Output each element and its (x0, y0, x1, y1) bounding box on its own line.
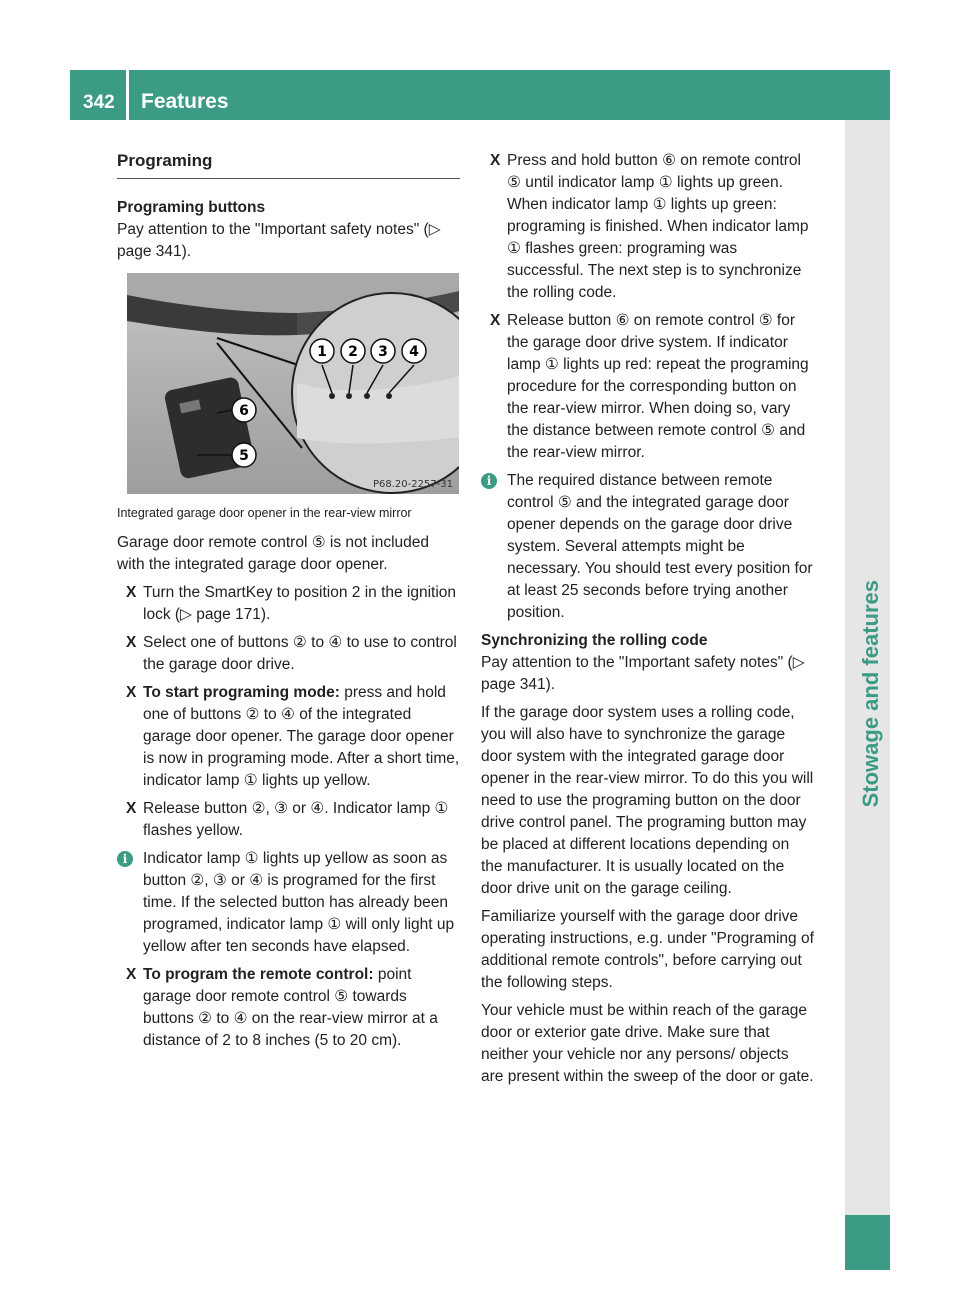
info-note-distance (481, 470, 814, 624)
callout-leader-top (217, 338, 307, 368)
header-bar (129, 70, 890, 120)
intro-paragraph: Pay attention to the "Important safety notes" (▷ page 341). (117, 221, 441, 260)
section-tab-marker (845, 1215, 890, 1270)
page-number: 342 (83, 92, 115, 113)
section-label: Stowage and features (858, 580, 883, 808)
paragraph-remote-not-included: Garage door remote control ⑤ is not included with the integrated garage door opener. (117, 534, 430, 573)
x-step-icon: X (126, 966, 137, 983)
info-icon: i (117, 851, 133, 867)
callout-label-6: 6 (239, 403, 249, 419)
x-step-icon: X (490, 152, 501, 169)
step-smartkey (117, 582, 460, 626)
step-text: Select one of buttons ② to ④ to use to control the garage door drive. (143, 634, 457, 673)
figure-id: P68.20-2257-31 (372, 479, 453, 490)
paragraph-rolling-code: If the garage door system uses a rolling code, you will also have to synchronize the garage door system with the integrated garage door opener in the rear-view mirror. To do this you will need to use the programing button on the door drive control panel. The programing button may be placed at different locations depending on the manufacturer. It is usually located on the door drive unit on the garage ceiling. (481, 704, 814, 897)
step-select-button (117, 632, 460, 676)
callout-label-2: 2 (348, 344, 358, 360)
step-text: point garage door remote control ⑤ towards buttons ② to ④ on the rear-view mirror at a distance of 2 to 8 inches (5 to 20 cm). (143, 966, 438, 1049)
button-3 (364, 393, 370, 399)
step-text: press and hold one of buttons ② to ④ of the integrated garage door opener. The garage door opener is now in programing mode. After a short time, indicator lamp ① lights up yellow. (143, 684, 460, 789)
x-step-icon: X (126, 684, 137, 701)
paragraph-familiarize: Familiarize yourself with the garage door drive operating instructions, e.g. under "Programing of additional remote controls", before carrying out the following steps. (481, 908, 814, 991)
callout-label-4: 4 (409, 344, 419, 360)
info-text: Indicator lamp ① lights up yellow as soon as button ②, ③ or ④ is programed for the first time. If the selected button has already been programed, indicator lamp ① will only light up yellow after ten seconds have elapsed. (143, 850, 455, 955)
step-release-button (117, 798, 460, 842)
step-release-6 (481, 310, 814, 464)
step-press-hold-6 (481, 150, 814, 304)
x-step-icon: X (490, 312, 501, 329)
paragraph-vehicle-reach: Your vehicle must be within reach of the garage door or exterior gate drive. Make sure that neither your vehicle nor any persons/ objects are present within the sweep of the door or gate. (481, 1002, 814, 1085)
page-number-box (70, 70, 126, 120)
step-start-programing (117, 682, 460, 792)
figure-caption: Integrated garage door opener in the rear-view mirror (117, 506, 412, 520)
section-sidebar (845, 120, 890, 1270)
info-note-indicator (117, 848, 460, 958)
step-text: Release button ②, ③ or ④. Indicator lamp ① flashes yellow. (143, 800, 449, 839)
callout-label-3: 3 (378, 344, 388, 360)
x-step-icon: X (126, 634, 137, 651)
left-column (117, 150, 460, 1058)
info-text: The required distance between remote control ⑤ and the integrated garage door opener depends on the garage door drive system. Several attempts might be necessary. You should test every position for at least 25 seconds before trying another position. (507, 472, 813, 621)
step-text: Release button ⑥ on remote control ⑤ for the garage door drive system. If indicator lamp ① lights up red: repeat the programing procedure for the corresponding button on the rear-view mirror. When doing so, vary the distance between remote control ⑤ and the rear-view mirror. (507, 312, 809, 461)
right-column (481, 150, 814, 1094)
step-bold-label: To program the remote control: (143, 966, 374, 983)
step-text: Turn the SmartKey to position 2 in the ignition lock (▷ page 171). (143, 584, 457, 623)
button-4 (386, 393, 392, 399)
step-text: Press and hold button ⑥ on remote control ⑤ until indicator lamp ① lights up green. When indicator lamp ① lights up green: programing is finished. When indicator lamp ① flashes green: programing was successful. The next step is to synchronize the rolling code. (507, 152, 809, 301)
button-2 (346, 393, 352, 399)
subheading-rolling-code: Synchronizing the rolling code (481, 632, 708, 649)
step-program-remote (117, 964, 460, 1052)
subheading-programing-buttons: Programing buttons (117, 199, 266, 216)
rear-view-mirror-figure (127, 273, 459, 494)
callout-label-1: 1 (317, 344, 327, 360)
section-heading: Programing (117, 150, 460, 179)
info-icon: i (481, 473, 497, 489)
page-title: Features (141, 90, 229, 113)
callout-label-5: 5 (239, 448, 249, 464)
step-bold-label: To start programing mode: (143, 684, 340, 701)
indicator-lamp (329, 393, 335, 399)
x-step-icon: X (126, 584, 137, 601)
x-step-icon: X (126, 800, 137, 817)
paragraph-safety-notes: Pay attention to the "Important safety notes" (▷ page 341). (481, 654, 805, 693)
mirror-illustration (127, 273, 459, 494)
